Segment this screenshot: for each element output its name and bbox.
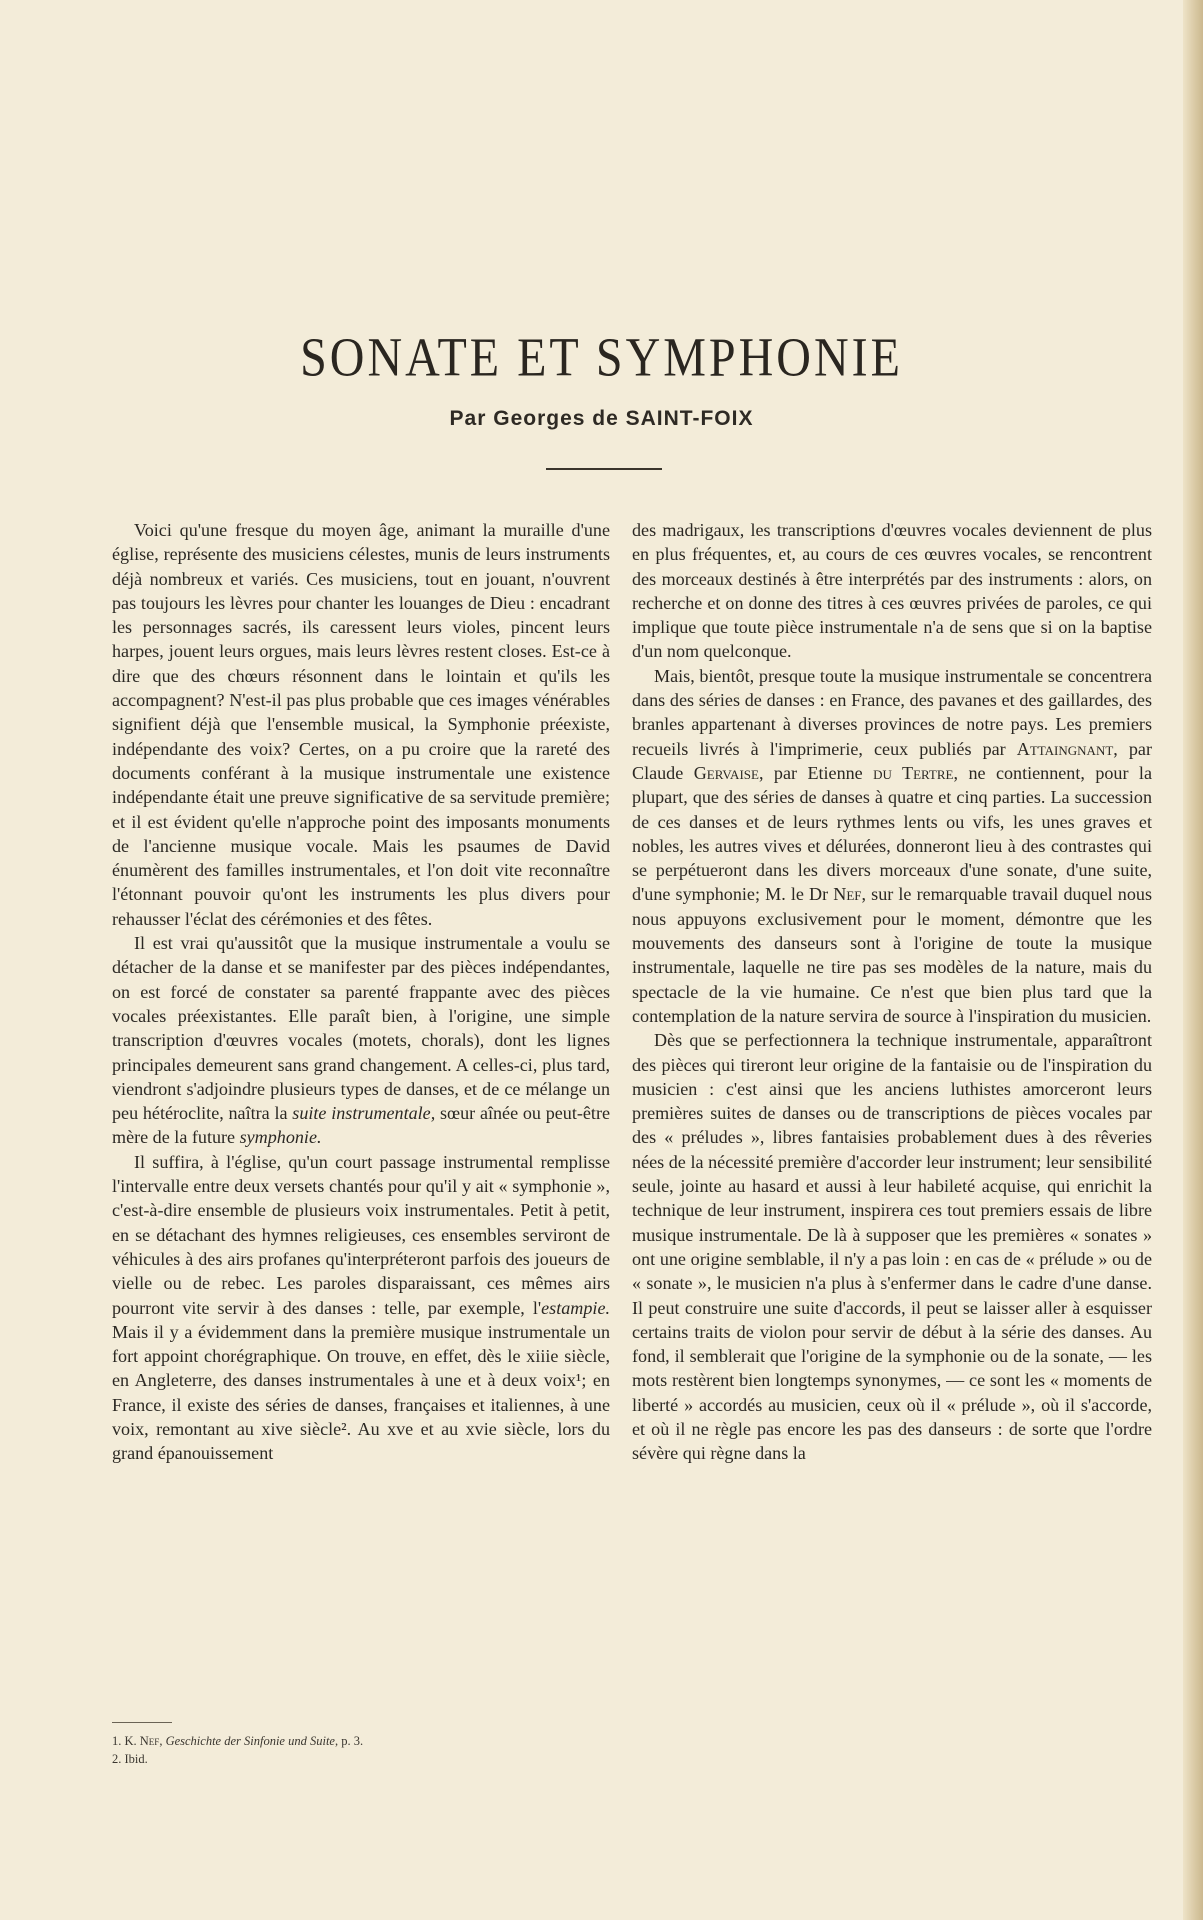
footnote-2: 2. Ibid. <box>112 1752 148 1766</box>
paragraph: Dès que se perfectionnera la technique instrumentale, apparaîtront des pièces qui tireront leur origine de la fantaisie ou de l'inspiration du musicien : c'est ainsi que les anciens luthistes amorceront leurs premières suites de danses ou de transcriptions de pièces vocales par des « préludes », libres fantaisies probablement dues à des rêveries nées de la nécessité première d'accorder leur instrument; leur sensibilité seule, jointe au hasard et aussi à leur habileté acquise, qui enrichit la technique de leur instrument, inspirera ces tout premiers essais de libre musique instrumentale. De là à supposer que les premières « sonates » ont une origine semblable, il n'y a pas loin : en cas de « prélude » ou de « sonate », le musicien n'a plus à s'enfermer dans le cadre d'une danse. Il peut construire une suite d'accords, il peut se laisser aller à esquisser certains traits de violon pour servir de début à la série des danses. Au fond, il semblerait que l'origine de la symphonie ou de la sonate, — les mots restèrent bien longtemps synonymes, — ce sont les « moments de liberté » accordés au musicien, ceux où il « prélude », où il s'accorde, et où il ne règle pas encore les pas des danseurs : de sorte que l'ordre sévère qui règne dans la <box>632 1030 1152 1464</box>
text-run: Mais, bientôt, presque toute la musique instrumentale se concentrera dans des séries de danses : en France, des pavanes et des gaillardes, des branles appartenant à diverses provinces de notre pays. Les premiers recueils livrés à l'imprimerie, ceux publiés par <box>632 665 1152 759</box>
paragraph <box>112 931 610 1150</box>
text-run: , p. 3. <box>334 1734 364 1748</box>
text-run: Il suffira, à l'église, qu'un court passage instrumental remplisse l'intervalle entre deux versets chantés pour qu'il y ait « symphonie », c'est-à-dire ensemble de plusieurs voix instrumentales. Petit à petit, en se détachant des hymnes religieuses, ces ensembles serviront de véhicules à des airs profanes qu'interpréteront parfois des joueurs de vielle ou de rebec. Les paroles disparaissant, ces mêmes airs pourront vite servir à des danses : telle, par exemple, l' <box>112 1151 610 1318</box>
italic-run: estampie. <box>541 1297 610 1318</box>
footnotes <box>112 1732 610 1768</box>
byline: Par Georges de SAINT-FOIX <box>449 407 754 430</box>
page-edge <box>1183 0 1203 1920</box>
paragraph <box>632 664 1152 1028</box>
right-column <box>632 518 1152 1466</box>
italic-run: Geschichte der Sinfonie und Suite <box>165 1734 335 1748</box>
paragraph: des madrigaux, les transcriptions d'œuvres vocales deviennent de plus en plus fréquentes, et, au cours de ces œuvres vocales, se rencontrent des morceaux destinés à être interprétés par des instruments : alors, on recherche et on donne des titres à ces œuvres privées de paroles, ce qui implique que toute pièce instrumentale n'a de sens que si on la baptise d'un nom quelconque. <box>632 520 1152 662</box>
text-run: , par Claude <box>632 738 1152 783</box>
italic-run: symphonie. <box>239 1127 322 1148</box>
text-run: , ne contiennent, pour la plupart, que des séries de danses à quatre et cinq parties. La succession de ces danses et de leurs rythmes lents ou vifs, les unes graves et nobles, les autres vives et délurées, donneront lieu à des contrastes qui se perpétueront dans les divers morceaux d'une sonate, d'une suite, d'une symphonie; M. le Dr <box>632 762 1152 905</box>
article-title: SONATE ET SYMPHONIE <box>300 327 903 388</box>
footnote-1 <box>112 1732 610 1750</box>
footnote-divider <box>112 1722 172 1723</box>
text-run: , <box>159 1734 166 1748</box>
text-run: Mais il y a évidemment dans la première musique instrumentale un fort appoint chorégraphique. On trouve, en effet, dès le xiiie siècle, en Angleterre, des danses instrumentales à une et à deux voix¹; en France, il existe des séries de danses, françaises et italiennes, à une voix, remontant au xive siècle². Au xve et au xvie siècle, lors du grand épanouissement <box>112 1321 610 1464</box>
small-caps-name: Attaingnant <box>1016 738 1114 759</box>
left-column <box>112 518 610 1466</box>
text-run: sœur aînée ou peut-être mère de la future <box>112 1103 611 1148</box>
small-caps-name: du Tertre <box>873 762 954 783</box>
article-header <box>0 327 1203 431</box>
text-run: Il est vrai qu'aussitôt que la musique instrumentale a voulu se détacher de la danse et se manifester par des pièces indépendantes, on est forcé de constater sa parenté frappante avec des pièces vocales préexistantes. Elle paraît bien, à l'origine, une simple transcription d'œuvres vocales (motets, chorals), dont les lignes principales demeurent sans grand changement. A celles-ci, plus tard, viendront s'adjoindre plusieurs types de danses, et de ce mélange un peu hétéroclite, naîtra la <box>112 933 610 1124</box>
text-run: , par Etienne <box>758 762 874 783</box>
text-run: 1. K. <box>112 1734 140 1748</box>
text-run: , sur le remarquable travail duquel nous nous appuyons exclusivement pour le moment, démontre que les mouvements des danseurs sont à l'origine de toute la musique instrumentale, laquelle ne tire pas ses modèles de la nature, mais du spectacle de la vie humaine. Ce n'est que bien plus tard que la contemplation de la nature servira de source à l'inspiration du musicien. <box>632 884 1152 1026</box>
small-caps-name: Nef <box>833 884 862 905</box>
small-caps-name: Nef <box>139 1734 160 1748</box>
paragraph: Voici qu'une fresque du moyen âge, animant la muraille d'une église, représente des musiciens célestes, munis de leurs instruments déjà nombreux et variés. Ces musiciens, tout en jouant, n'ouvrent pas toujours les lèvres pour chanter les louanges de Dieu : encadrant les personnages sacrés, ils caressent leurs violes, pincent leurs harpes, jouent leurs orgues, mais leurs lèvres restent closes. Est-ce à dire que des chœurs résonnent dans le lointain et qu'ils les accompagnent? N'est-il pas plus probable que ces images vénérables signifient déjà que l'ensemble musical, la Symphonie préexiste, indépendante des voix? Certes, on a pu croire que la rareté des documents conférant à la musique instrumentale une existence indépendante était une preuve significative de sa servitude première; et il est évident qu'elle n'approche point des imposants monuments de l'ancienne musique vocale. Mais les psaumes de David énumèrent des familles instrumentales, et l'on doit vite reconnaître l'étonnant pouvoir qu'ont les instruments les plus divers pour rehausser l'éclat des cérémonies et des fêtes. <box>112 520 610 929</box>
italic-run: suite instrumentale, <box>292 1103 436 1124</box>
small-caps-name: Gervaise <box>693 762 759 783</box>
title-divider <box>546 468 662 470</box>
paragraph <box>112 1150 610 1466</box>
